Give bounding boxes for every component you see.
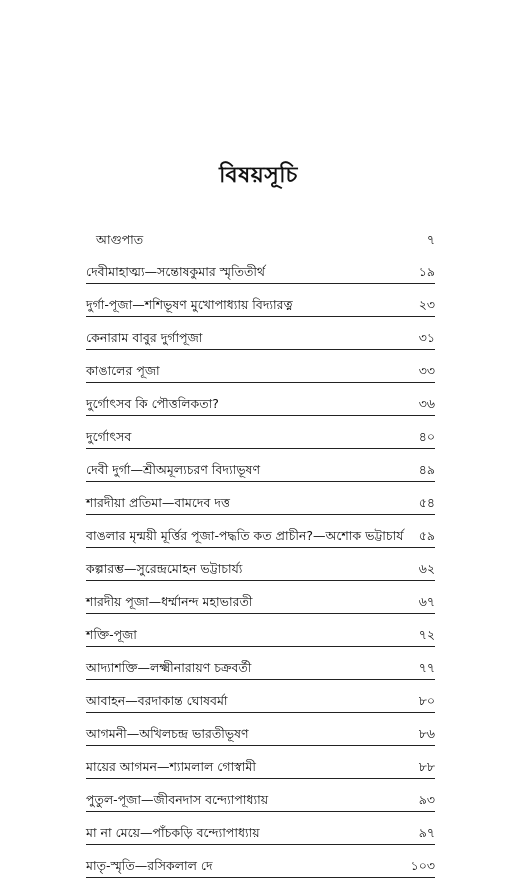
toc-entry (86, 755, 435, 779)
toc-entry-page: ৮৮ (418, 759, 435, 774)
toc-entry (86, 854, 435, 878)
toc-entry-title: শারদীয়া প্রতিমা—বামদেব দত্ত (86, 495, 230, 510)
toc-entry (86, 722, 435, 746)
toc-entry-page: ৬২ (418, 561, 435, 576)
toc-entry-title: দেবী দুর্গা—শ্রীঅমূল্যচরণ বিদ্যাভূষণ (86, 462, 261, 477)
toc-entry-title: দুর্গা-পূজা—শশিভূষণ মুখোপাধ্যায় বিদ্যারত্ন (86, 297, 293, 312)
toc-entry-page: ৭২ (418, 627, 435, 642)
toc-entry-title: মা না মেয়ে—পাঁচকড়ি বন্দ্যোপাধ্যায় (86, 825, 260, 840)
toc-entry (86, 458, 435, 482)
toc-entry-page: ৬৭ (418, 594, 435, 609)
toc-entry (86, 392, 435, 416)
toc-entry-page: ৮৬ (418, 726, 435, 741)
toc-entry-title: পুতুল-পূজা—জীবনদাস বন্দ্যোপাধ্যায় (86, 792, 269, 807)
toc-entry (86, 491, 435, 515)
toc-entry-page: ৩১ (418, 330, 435, 345)
toc-entry-page: ৭৭ (418, 660, 435, 675)
toc-entry-page: ১০৩ (410, 858, 435, 873)
toc-entry-title: শক্তি-পূজা (86, 627, 137, 642)
toc-entry-page: ৩৩ (418, 363, 435, 378)
toc-entry-title: দেবীমাহাত্ম্য—সন্তোষকুমার স্মৃতিতীর্থ (86, 264, 266, 279)
toc-entry (86, 228, 435, 251)
toc-entry-page: ১৯ (418, 264, 435, 279)
toc-entry-page: ২৩ (418, 297, 435, 312)
toc-entry-title: মাতৃ-স্মৃতি—রসিকলাল দে (86, 858, 213, 873)
toc-entry-title: শারদীয় পূজা—ধর্ম্মানন্দ মহাভারতী (86, 594, 253, 609)
toc-entry-title: আগুপাত (96, 232, 144, 247)
toc-entry-title: বাঙলার মৃন্ময়ী মূর্ত্তির পূজা-পদ্ধতি কত প্রাচীন?—অশোক ভট্টাচার্য (86, 528, 404, 543)
toc-entry (86, 788, 435, 812)
table-of-contents (0, 228, 517, 887)
toc-entry-page: ৩৬ (418, 396, 435, 411)
toc-entry (86, 359, 435, 383)
toc-entry (86, 524, 435, 548)
toc-entry-title: আদ্যাশক্তি—লক্ষ্মীনারায়ণ চক্রবর্তী (86, 660, 252, 675)
toc-entry-title: কাঙালের পূজা (86, 363, 160, 378)
toc-entry-page: ৮০ (418, 693, 435, 708)
toc-entry-title: মায়ের আগমন—শ্যামলাল গোস্বামী (86, 759, 256, 774)
page-title: বিষয়সূচি (219, 163, 298, 188)
toc-entry-page: ৯৭ (418, 825, 435, 840)
toc-entry (86, 425, 435, 449)
toc-entry-title: কল্পারম্ভ—সুরেন্দ্রমোহন ভট্টাচার্য্য (86, 561, 243, 576)
toc-entry-title: আগমনী—অখিলচন্দ্র ভারতীভূষণ (86, 726, 249, 741)
toc-entry (86, 656, 435, 680)
toc-entry (86, 293, 435, 317)
toc-entry (86, 326, 435, 350)
toc-entry (86, 821, 435, 845)
toc-entry (86, 590, 435, 614)
toc-entry (86, 689, 435, 713)
toc-entry-page: ৪০ (418, 429, 435, 444)
toc-entry (86, 623, 435, 647)
toc-entry-title: দুর্গোৎসব (86, 429, 132, 444)
toc-entry-page: ৫৪ (418, 495, 435, 510)
toc-entry (86, 557, 435, 581)
toc-entry-page: ৫৯ (418, 528, 435, 543)
toc-entry-title: কেনারাম বাবুর দুর্গাপূজা (86, 330, 203, 345)
toc-entry (86, 260, 435, 284)
toc-entry-title: আবাহন—বরদাকান্ত ঘোষবর্মা (86, 693, 228, 708)
toc-entry-page: ৪৯ (418, 462, 435, 477)
toc-entry-page: ৭ (426, 232, 435, 247)
toc-entry-title: দুর্গোৎসব কি পৌত্তলিকতা? (86, 396, 219, 411)
toc-entry-page: ৯৩ (418, 792, 435, 807)
